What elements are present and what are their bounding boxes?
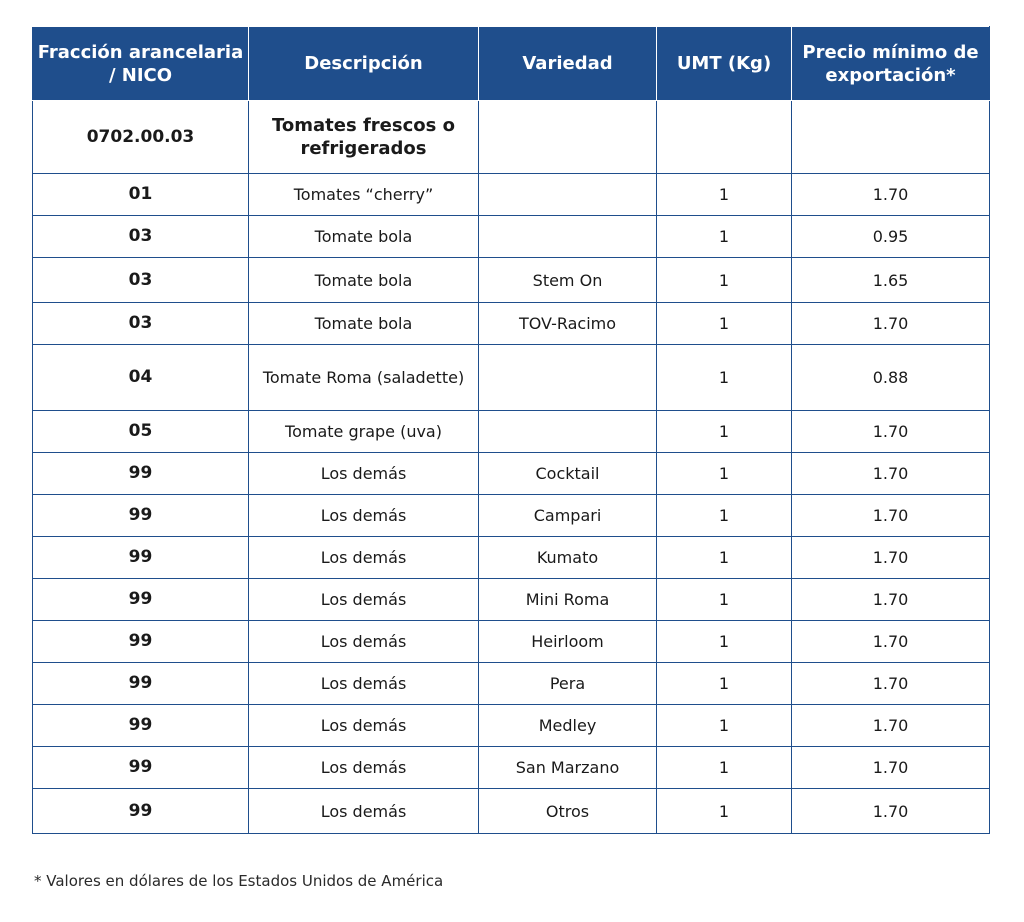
row-price: 1.70 (792, 303, 990, 345)
row-description: Tomates “cherry” (249, 174, 479, 216)
row-price: 1.65 (792, 258, 990, 303)
header-umt: UMT (Kg) (657, 27, 792, 101)
row-code: 99 (33, 495, 249, 537)
row-variety: Cocktail (479, 453, 657, 495)
row-price: 1.70 (792, 789, 990, 834)
row-variety: Medley (479, 705, 657, 747)
row-description: Los demás (249, 789, 479, 834)
row-code: 99 (33, 537, 249, 579)
row-description: Tomate bola (249, 258, 479, 303)
row-variety (479, 411, 657, 453)
footnote: * Valores en dólares de los Estados Unidos de América (34, 872, 444, 890)
heading-price (792, 101, 990, 174)
heading-code: 0702.00.03 (33, 101, 249, 174)
row-code: 99 (33, 453, 249, 495)
row-umt: 1 (657, 174, 792, 216)
row-code: 03 (33, 303, 249, 345)
table-row (33, 303, 990, 345)
row-umt: 1 (657, 453, 792, 495)
row-code: 99 (33, 663, 249, 705)
row-umt: 1 (657, 411, 792, 453)
row-variety (479, 345, 657, 411)
row-price: 1.70 (792, 453, 990, 495)
row-code: 99 (33, 621, 249, 663)
table-header-row (33, 27, 990, 101)
row-variety (479, 174, 657, 216)
row-variety: Mini Roma (479, 579, 657, 621)
row-price: 0.95 (792, 216, 990, 258)
row-umt: 1 (657, 621, 792, 663)
table-row (33, 216, 990, 258)
row-variety (479, 216, 657, 258)
row-code: 01 (33, 174, 249, 216)
row-variety: Heirloom (479, 621, 657, 663)
row-umt: 1 (657, 579, 792, 621)
row-description: Tomate Roma (saladette) (249, 345, 479, 411)
row-code: 05 (33, 411, 249, 453)
table-row (33, 174, 990, 216)
table-row (33, 705, 990, 747)
tomato-price-table (32, 26, 990, 834)
table-row (33, 453, 990, 495)
row-umt: 1 (657, 258, 792, 303)
table-row (33, 579, 990, 621)
row-description: Tomate grape (uva) (249, 411, 479, 453)
row-umt: 1 (657, 495, 792, 537)
heading-umt (657, 101, 792, 174)
row-umt: 1 (657, 663, 792, 705)
table-row (33, 663, 990, 705)
row-variety: Campari (479, 495, 657, 537)
row-variety: Pera (479, 663, 657, 705)
row-code: 99 (33, 747, 249, 789)
row-price: 1.70 (792, 705, 990, 747)
row-umt: 1 (657, 345, 792, 411)
row-code: 03 (33, 216, 249, 258)
row-code: 99 (33, 705, 249, 747)
row-umt: 1 (657, 705, 792, 747)
row-description: Los demás (249, 705, 479, 747)
header-descripcion: Descripción (249, 27, 479, 101)
row-price: 0.88 (792, 345, 990, 411)
row-price: 1.70 (792, 747, 990, 789)
row-price: 1.70 (792, 495, 990, 537)
row-umt: 1 (657, 747, 792, 789)
row-variety: Stem On (479, 258, 657, 303)
row-description: Los demás (249, 537, 479, 579)
row-variety: TOV-Racimo (479, 303, 657, 345)
row-code: 04 (33, 345, 249, 411)
row-price: 1.70 (792, 174, 990, 216)
row-description: Los demás (249, 453, 479, 495)
row-price: 1.70 (792, 537, 990, 579)
row-umt: 1 (657, 216, 792, 258)
row-price: 1.70 (792, 579, 990, 621)
row-description: Los demás (249, 579, 479, 621)
heading-row (33, 101, 990, 174)
row-code: 99 (33, 579, 249, 621)
row-price: 1.70 (792, 663, 990, 705)
table-row (33, 495, 990, 537)
header-precio: Precio mínimo de exportación* (792, 27, 990, 101)
table-row (33, 258, 990, 303)
header-fraccion: Fracción arancelaria / NICO (33, 27, 249, 101)
row-price: 1.70 (792, 621, 990, 663)
heading-description: Tomates frescos o refrigerados (249, 101, 479, 174)
heading-variety (479, 101, 657, 174)
table-row (33, 621, 990, 663)
table-row (33, 789, 990, 834)
row-umt: 1 (657, 303, 792, 345)
row-code: 99 (33, 789, 249, 834)
row-umt: 1 (657, 537, 792, 579)
row-code: 03 (33, 258, 249, 303)
row-variety: Kumato (479, 537, 657, 579)
row-description: Tomate bola (249, 216, 479, 258)
table-row (33, 345, 990, 411)
table-row (33, 537, 990, 579)
row-description: Tomate bola (249, 303, 479, 345)
table-row (33, 411, 990, 453)
row-variety: Otros (479, 789, 657, 834)
row-variety: San Marzano (479, 747, 657, 789)
row-description: Los demás (249, 747, 479, 789)
row-description: Los demás (249, 663, 479, 705)
row-umt: 1 (657, 789, 792, 834)
row-description: Los demás (249, 621, 479, 663)
table-row (33, 747, 990, 789)
row-price: 1.70 (792, 411, 990, 453)
row-description: Los demás (249, 495, 479, 537)
header-variedad: Variedad (479, 27, 657, 101)
